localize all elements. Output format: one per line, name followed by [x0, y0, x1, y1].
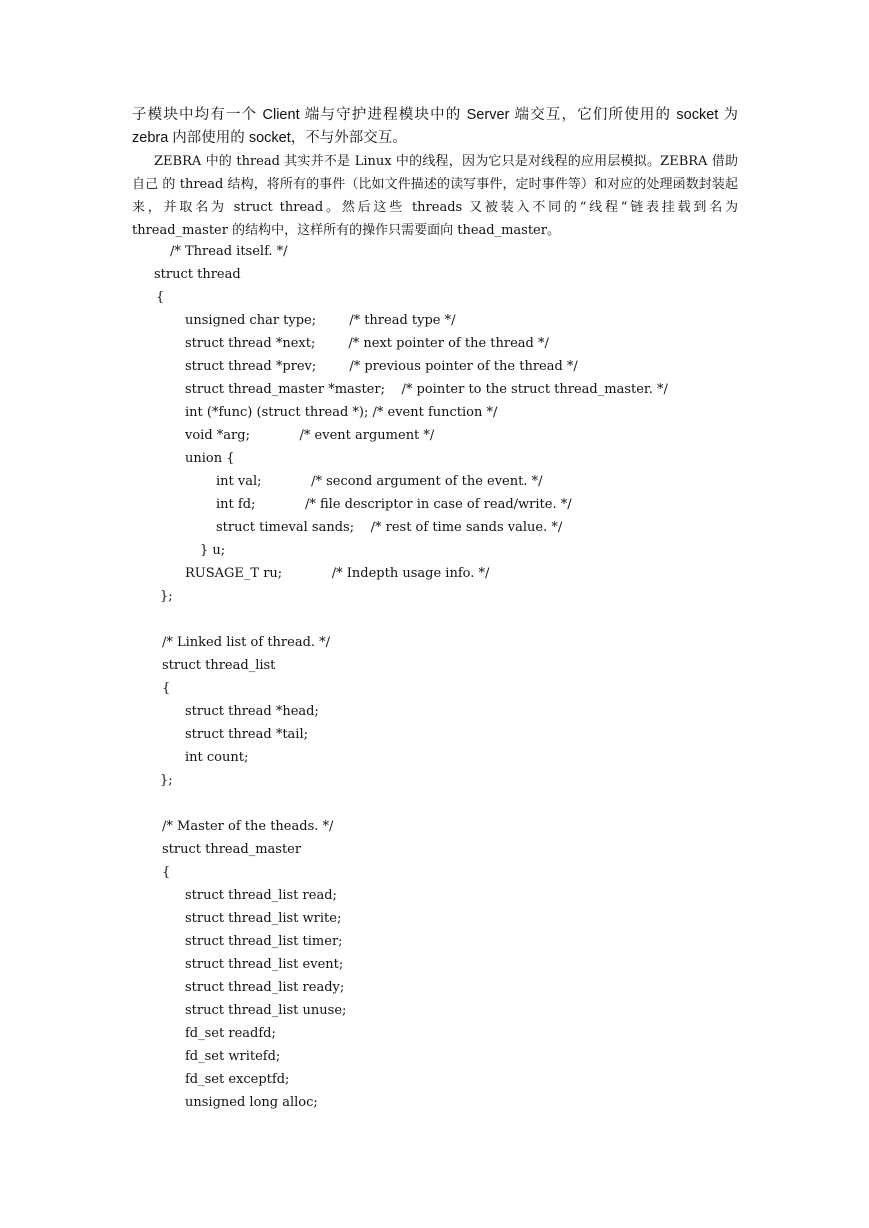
code-line: /* Thread itself. */: [170, 244, 288, 259]
code-line: struct thread_list write;: [185, 911, 342, 926]
code-line: /* Master of the theads. */: [162, 819, 334, 834]
code-line: };: [160, 773, 173, 788]
code-line: int fd; /* file descriptor in case of read/write. */: [216, 497, 572, 512]
code-line: union {: [185, 451, 235, 466]
code-line: int count;: [185, 750, 249, 765]
code-line: fd_set readfd;: [185, 1026, 276, 1041]
code-line: {: [162, 865, 171, 880]
code-line: unsigned long alloc;: [185, 1095, 318, 1110]
code-line: struct thread_master *master; /* pointer to the struct thread_master. */: [185, 382, 668, 397]
code-line: struct thread_list: [162, 658, 276, 673]
code-line: struct thread *prev; /* previous pointer of the thread */: [185, 359, 578, 374]
code-line: };: [160, 589, 173, 604]
code-line: struct thread_list ready;: [185, 980, 345, 995]
code-line: int val; /* second argument of the event. */: [216, 474, 543, 489]
code-line: /* Linked list of thread. */: [162, 635, 331, 650]
intro-paragraph-1: 子模块中均有一个 Client 端与守护进程模块中的 Server 端交互，它们所使用的 socket 为 zebra 内部使用的 socket，不与外部交互。: [132, 107, 738, 146]
code-line: struct thread *tail;: [185, 727, 308, 742]
code-line: void *arg; /* event argument */: [185, 428, 435, 443]
code-line: fd_set exceptfd;: [185, 1072, 290, 1087]
code-line: int (*func) (struct thread *); /* event function */: [185, 405, 498, 420]
code-line: struct thread_list timer;: [185, 934, 343, 949]
code-line: struct thread_list event;: [185, 957, 344, 972]
code-line: struct thread *next; /* next pointer of the thread */: [185, 336, 549, 351]
code-line: {: [162, 681, 171, 696]
code-line: unsigned char type; /* thread type */: [185, 313, 456, 328]
code-line: struct thread_list unuse;: [185, 1003, 347, 1018]
code-line: struct thread_master: [162, 842, 302, 857]
code-line: struct timeval sands; /* rest of time sands value. */: [216, 520, 563, 535]
code-line: struct thread *head;: [185, 704, 319, 719]
code-line: } u;: [200, 543, 226, 558]
code-line: struct thread_list read;: [185, 888, 337, 903]
code-line: struct thread: [154, 267, 241, 282]
code-line: {: [156, 290, 165, 305]
intro-paragraph-2: ZEBRA 中的 thread 其实并不是 Linux 中的线程，因为它只是对线程的应用层模拟。ZEBRA 借助自己 的 thread 结构，将所有的事件（比如文件描述的读写事件，定时事件等）和对应的处理函数封装起来，并取名为 struct thread。然后这些 threads 又被装入不同的“线程“链表挂载到名为 thread_master 的结构中，这样所有的操作只需要面向 thead_master。: [132, 154, 738, 238]
code-line: RUSAGE_T ru; /* Indepth usage info. */: [185, 566, 490, 581]
code-line: fd_set writefd;: [185, 1049, 281, 1064]
